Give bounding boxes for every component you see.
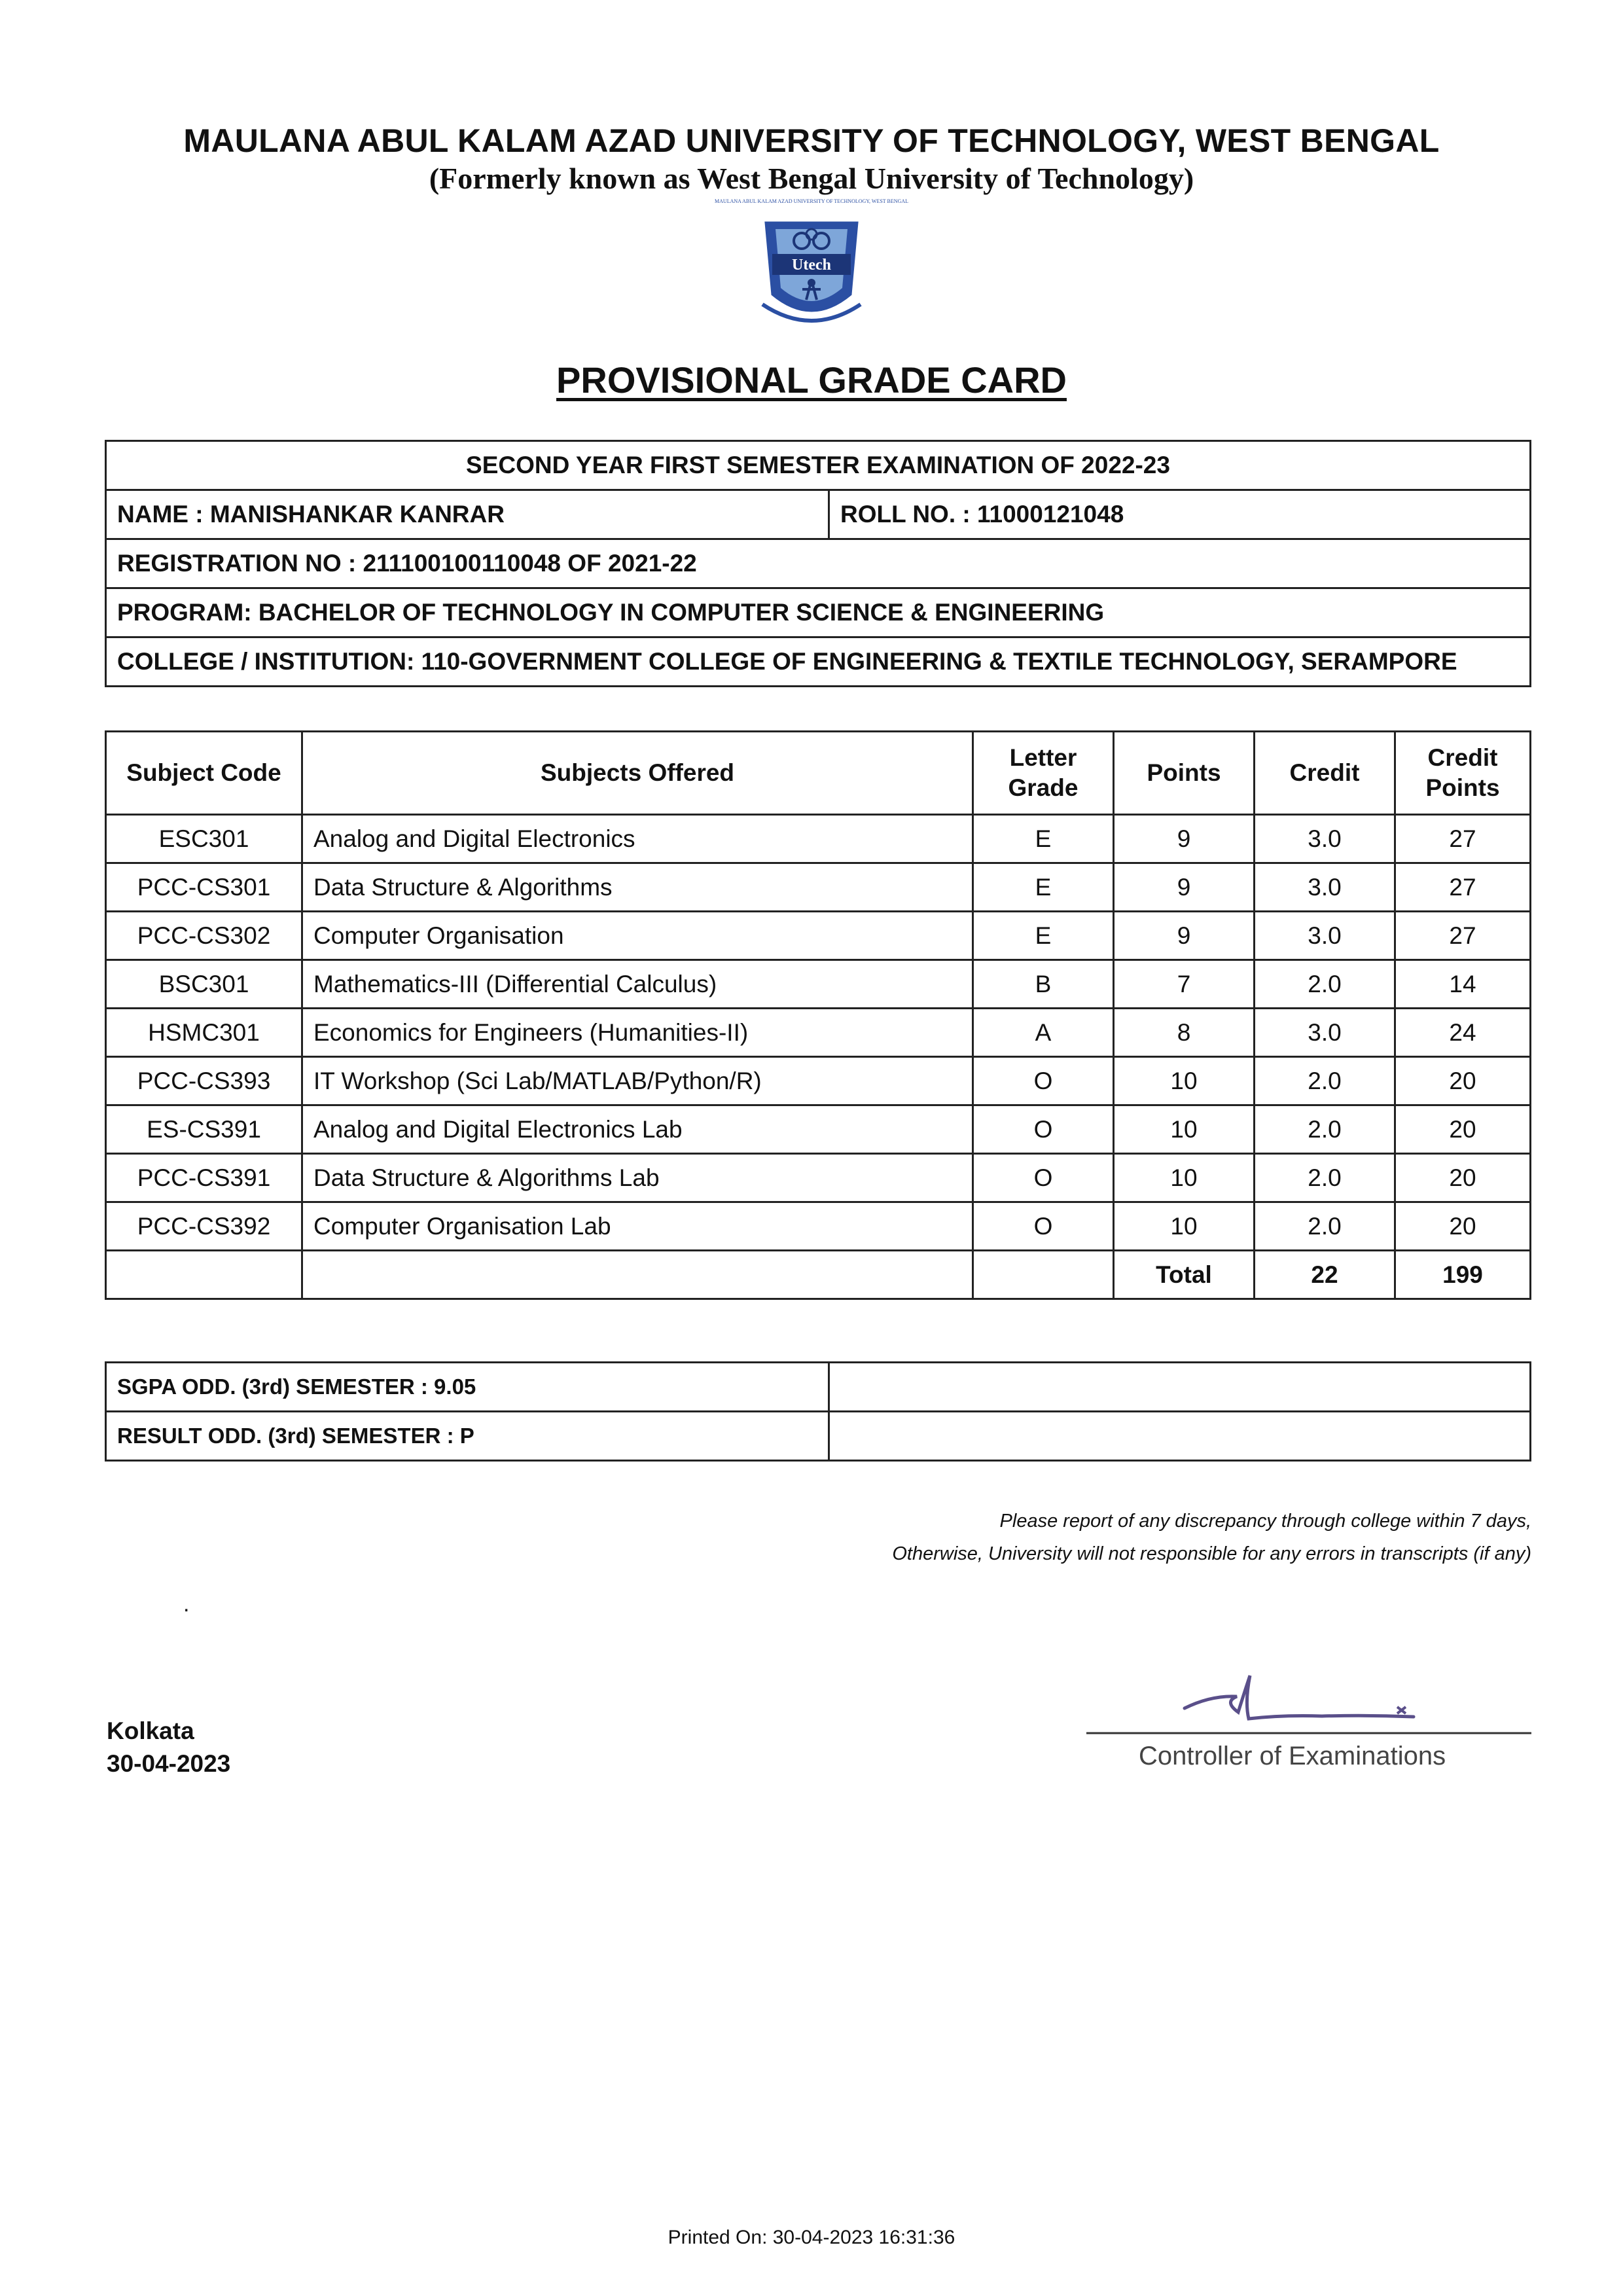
header-credit-points — [1395, 732, 1531, 815]
total-label: Total — [1114, 1251, 1255, 1299]
subject-code: PCC-CS393 — [106, 1057, 302, 1105]
total-credit-points: 199 — [1395, 1251, 1531, 1299]
sgpa-row — [106, 1363, 1531, 1412]
college: COLLEGE / INSTITUTION: 110-GOVERNMENT COLLEGE OF ENGINEERING & TEXTILE TECHNOLOGY, SERAMPORE — [106, 637, 1531, 687]
grade-points: 10 — [1114, 1202, 1255, 1251]
letter-grade: O — [973, 1105, 1114, 1154]
registration-number: REGISTRATION NO : 211100100110048 OF 2021-22 — [106, 539, 1531, 588]
program: PROGRAM: BACHELOR OF TECHNOLOGY IN COMPUTER SCIENCE & ENGINEERING — [106, 588, 1531, 637]
subject-name: Analog and Digital Electronics Lab — [302, 1105, 973, 1154]
header-credit-points-line1: Credit — [1427, 744, 1498, 771]
header-credit-points-line2: Points — [1425, 774, 1500, 801]
credit-points: 14 — [1395, 960, 1531, 1009]
letter-grade: A — [973, 1009, 1114, 1057]
credit: 2.0 — [1255, 1105, 1395, 1154]
grade-row — [106, 1009, 1531, 1057]
grade-table — [105, 730, 1531, 1300]
issue-date: 30-04-2023 — [107, 1750, 231, 1777]
letter-grade: O — [973, 1202, 1114, 1251]
result-row — [106, 1412, 1531, 1461]
credit: 2.0 — [1255, 1202, 1395, 1251]
header-credit: Credit — [1255, 732, 1395, 815]
header-subjects-offered: Subjects Offered — [302, 732, 973, 815]
credit-points: 20 — [1395, 1105, 1531, 1154]
grade-points: 10 — [1114, 1057, 1255, 1105]
grade-row — [106, 1057, 1531, 1105]
subject-name: Data Structure & Algorithms — [302, 863, 973, 912]
college-row — [106, 637, 1531, 687]
signatory-title: Controller of Examinations — [1139, 1742, 1446, 1770]
credit-points: 27 — [1395, 863, 1531, 912]
subject-code: BSC301 — [106, 960, 302, 1009]
subject-name: Data Structure & Algorithms Lab — [302, 1154, 973, 1202]
discrepancy-note-line1: Please report of any discrepancy through college within 7 days, — [999, 1511, 1531, 1532]
subject-name: Economics for Engineers (Humanities-II) — [302, 1009, 973, 1057]
subject-name: Analog and Digital Electronics — [302, 815, 973, 863]
subject-name: IT Workshop (Sci Lab/MATLAB/Python/R) — [302, 1057, 973, 1105]
result: RESULT ODD. (3rd) SEMESTER : P — [106, 1412, 829, 1461]
university-logo-icon — [715, 196, 908, 347]
letter-grade: E — [973, 912, 1114, 960]
exam-title: SECOND YEAR FIRST SEMESTER EXAMINATION OF 2022-23 — [106, 441, 1531, 490]
subject-name: Computer Organisation Lab — [302, 1202, 973, 1251]
discrepancy-note-line2: Otherwise, University will not responsible for any errors in transcripts (if any) — [892, 1543, 1531, 1564]
grade-points: 7 — [1114, 960, 1255, 1009]
credit-points: 27 — [1395, 815, 1531, 863]
sgpa: SGPA ODD. (3rd) SEMESTER : 9.05 — [106, 1363, 829, 1412]
subject-code: PCC-CS391 — [106, 1154, 302, 1202]
subject-code: PCC-CS392 — [106, 1202, 302, 1251]
header-letter-grade-line1: Letter — [1009, 744, 1077, 771]
letter-grade: O — [973, 1154, 1114, 1202]
credit: 3.0 — [1255, 1009, 1395, 1057]
total-empty-cell — [973, 1251, 1114, 1299]
subject-code: ES-CS391 — [106, 1105, 302, 1154]
exam-row — [106, 441, 1531, 490]
subject-name: Mathematics-III (Differential Calculus) — [302, 960, 973, 1009]
total-empty-cell — [302, 1251, 973, 1299]
logo-caption: MAULANA ABUL KALAM AZAD UNIVERSITY OF TECHNOLOGY, WEST BENGAL — [715, 198, 908, 204]
name-roll-row — [106, 490, 1531, 539]
credit-points: 20 — [1395, 1154, 1531, 1202]
grade-row — [106, 863, 1531, 912]
credit: 3.0 — [1255, 815, 1395, 863]
result-empty-cell — [829, 1412, 1531, 1461]
credit-points: 20 — [1395, 1057, 1531, 1105]
credit: 2.0 — [1255, 960, 1395, 1009]
university-name: MAULANA ABUL KALAM AZAD UNIVERSITY OF TECHNOLOGY, WEST BENGAL — [183, 122, 1440, 159]
student-info-table — [105, 440, 1531, 687]
grade-points: 10 — [1114, 1105, 1255, 1154]
subject-code: PCC-CS302 — [106, 912, 302, 960]
grade-points: 9 — [1114, 815, 1255, 863]
subject-code: PCC-CS301 — [106, 863, 302, 912]
grade-row — [106, 1105, 1531, 1154]
grade-row — [106, 1202, 1531, 1251]
grade-points: 9 — [1114, 912, 1255, 960]
registration-row — [106, 539, 1531, 588]
printed-on: Printed On: 30-04-2023 16:31:36 — [668, 2227, 955, 2248]
grade-points: 10 — [1114, 1154, 1255, 1202]
university-former-name: (Formerly known as West Bengal University of Technology) — [429, 162, 1194, 195]
sgpa-empty-cell — [829, 1363, 1531, 1412]
credit-points: 20 — [1395, 1202, 1531, 1251]
grade-row — [106, 1154, 1531, 1202]
logo-text: Utech — [792, 257, 831, 274]
letter-grade: O — [973, 1057, 1114, 1105]
credit: 3.0 — [1255, 912, 1395, 960]
letter-grade: E — [973, 815, 1114, 863]
subject-code: ESC301 — [106, 815, 302, 863]
grade-points: 9 — [1114, 863, 1255, 912]
total-row — [106, 1251, 1531, 1299]
total-empty-cell — [106, 1251, 302, 1299]
student-name: NAME : MANISHANKAR KANRAR — [106, 490, 829, 539]
letter-grade: E — [973, 863, 1114, 912]
place-date-block — [107, 1715, 230, 1780]
credit: 2.0 — [1255, 1057, 1395, 1105]
grade-row — [106, 815, 1531, 863]
credit: 3.0 — [1255, 863, 1395, 912]
header-subject-code: Subject Code — [106, 732, 302, 815]
total-credit: 22 — [1255, 1251, 1395, 1299]
stray-dot: . — [183, 1592, 190, 1617]
subject-code: HSMC301 — [106, 1009, 302, 1057]
document-title: PROVISIONAL GRADE CARD — [556, 359, 1067, 401]
credit-points: 27 — [1395, 912, 1531, 960]
controller-signature-icon — [1086, 1656, 1531, 1774]
roll-number: ROLL NO. : 11000121048 — [829, 490, 1531, 539]
header-letter-grade-line2: Grade — [1008, 774, 1079, 801]
grade-points: 8 — [1114, 1009, 1255, 1057]
header-letter-grade — [973, 732, 1114, 815]
letter-grade: B — [973, 960, 1114, 1009]
program-row — [106, 588, 1531, 637]
grade-row — [106, 960, 1531, 1009]
credit-points: 24 — [1395, 1009, 1531, 1057]
grade-row — [106, 912, 1531, 960]
place: Kolkata — [107, 1717, 194, 1744]
header-points: Points — [1114, 732, 1255, 815]
sgpa-result-table — [105, 1361, 1531, 1462]
credit: 2.0 — [1255, 1154, 1395, 1202]
subject-name: Computer Organisation — [302, 912, 973, 960]
grade-table-header — [106, 732, 1531, 815]
